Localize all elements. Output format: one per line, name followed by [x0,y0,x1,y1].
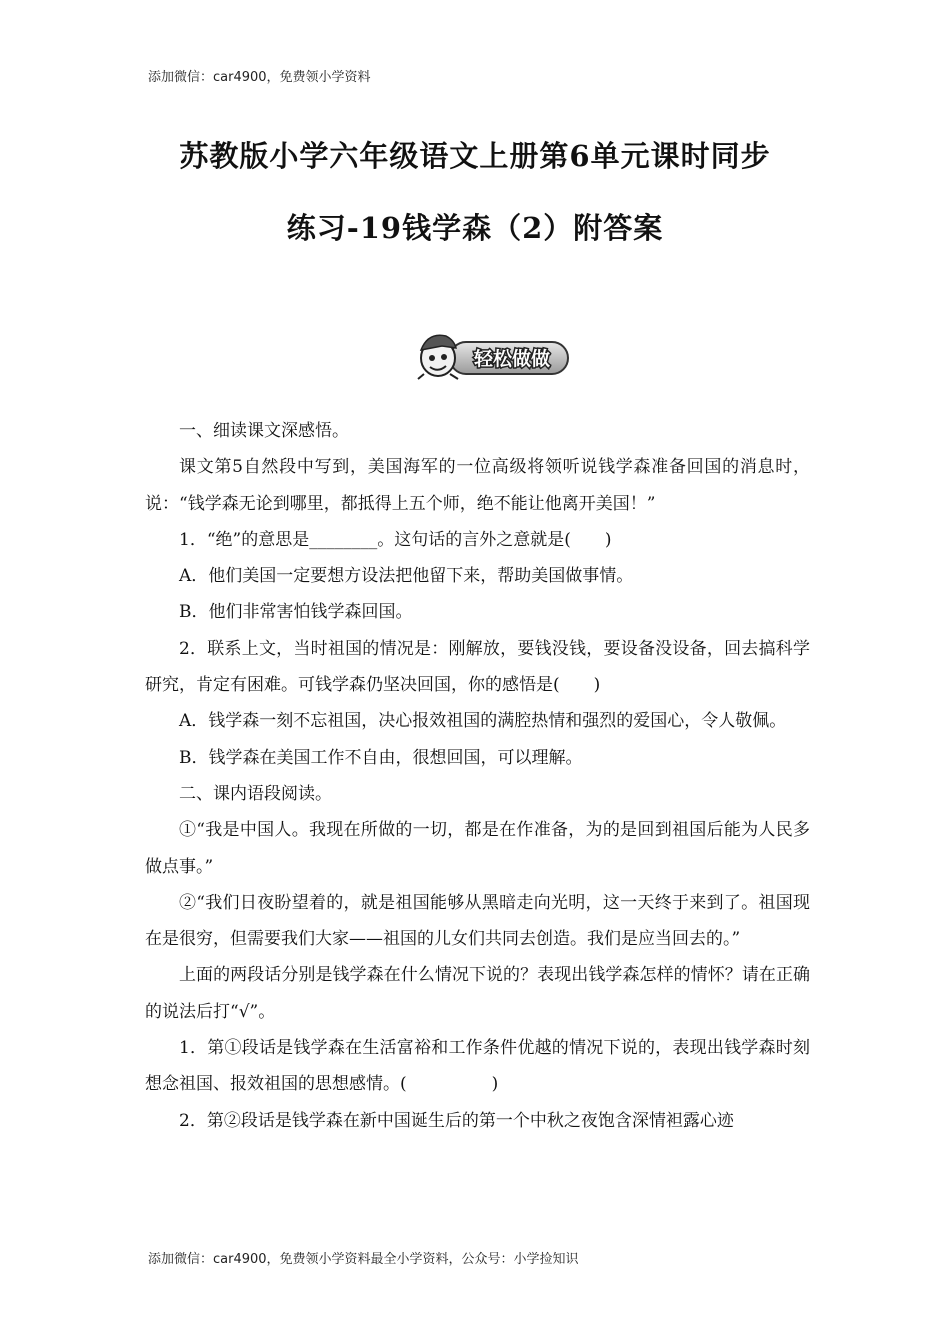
paragraph: 一、细读课文深感悟。 [179,421,349,441]
badge-label: 轻松做做 [473,348,551,370]
student-mascot-icon [418,335,458,379]
paragraph: A．钱学森一刻不忘祖国，决心报效祖国的满腔热情和强烈的爱国心，令人敬佩。 [179,711,787,732]
paragraph: 2．联系上文，当时祖国的情况是：刚解放，要钱没钱，要设备没设备，回去搞科学研究，肯定有困难。可钱学森仍坚决回国，你的感悟是( ) [145,638,810,696]
footer-note: 添加微信：car4900，免费领小学资料最全小学资料，公众号：小学捡知识 [148,1252,579,1267]
page-title-line1: 苏教版小学六年级语文上册第6单元课时同步 [179,139,771,173]
paragraph: 2．第②段话是钱学森在新中国诞生后的第一个中秋之夜饱含深情袒露心迹 [179,1110,734,1131]
paragraph: ②“我们日夜盼望着的，就是祖国能够从黑暗走向光明，这一天终于来到了。祖国现在是很穷，但需要我们大家——祖国的儿女们共同去创造。我们是应当回去的。” [145,892,810,950]
paragraph: ①“我是中国人。我现在所做的一切，都是在作准备，为的是回到祖国后能为人民多做点事。” [145,820,810,877]
paragraph: 1．“绝”的意思是________。这句话的言外之意就是( ) [179,529,612,550]
paragraph: 1．第①段话是钱学森在生活富裕和工作条件优越的情况下说的，表现出钱学森时刻想念祖国、报效祖国的思想感情。( ) [145,1038,810,1095]
paragraph: B．钱学森在美国工作不自由，很想回国，可以理解。 [179,747,583,768]
easy-practice-badge [414,328,570,380]
paragraph: 二、课内语段阅读。 [179,783,332,804]
paragraph: 上面的两段话分别是钱学森在什么情况下说的？表现出钱学森怎样的情怀？请在正确的说法后打“√”。 [145,965,810,1022]
document-body [145,413,810,1139]
page-title-line2: 练习-19钱学森（2）附答案 [286,211,664,245]
paragraph: A．他们美国一定要想方设法把他留下来，帮助美国做事情。 [179,566,634,587]
paragraph: B．他们非常害怕钱学森回国。 [179,602,413,623]
header-note: 添加微信：car4900，免费领小学资料 [148,70,371,85]
paragraph: 课文第5自然段中写到，美国海军的一位高级将领听说钱学森准备回国的消息时，说：“钱学森无论到哪里，都抵得上五个师，绝不能让他离开美国！” [145,457,810,514]
